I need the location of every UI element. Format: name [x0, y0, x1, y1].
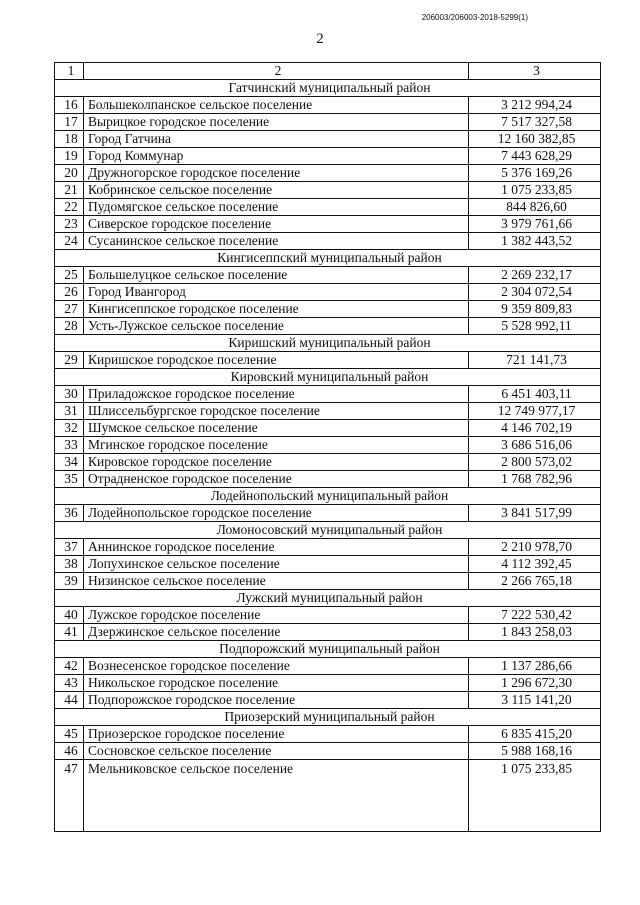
column-header: 3: [469, 63, 601, 80]
settlement-name: Отрадненское городское поселение: [84, 471, 469, 488]
district-row: [55, 522, 601, 539]
settlement-name: Кобринское сельское поселение: [84, 182, 469, 199]
table-row: [55, 301, 601, 318]
settlement-name: Дзержинское сельское поселение: [84, 624, 469, 641]
amount: 2 800 573,02: [469, 454, 601, 471]
table-row: [55, 658, 601, 675]
row-number: 43: [55, 675, 84, 692]
settlement-name: Кингисеппское городское поселение: [84, 301, 469, 318]
row-number: 24: [55, 233, 84, 250]
row-number: 17: [55, 114, 84, 131]
row-number: 36: [55, 505, 84, 522]
row-number: 27: [55, 301, 84, 318]
amount: 1 296 672,30: [469, 675, 601, 692]
settlement-name: Приозерское городское поселение: [84, 726, 469, 743]
settlement-name: Шлиссельбургское городское поселение: [84, 403, 469, 420]
table-row: [55, 760, 601, 832]
amount: 9 359 809,83: [469, 301, 601, 318]
settlement-name: Шумское сельское поселение: [84, 420, 469, 437]
settlement-name: Приладожское городское поселение: [84, 386, 469, 403]
row-number: 39: [55, 573, 84, 590]
row-number: 44: [55, 692, 84, 709]
settlement-name: Кировское городское поселение: [84, 454, 469, 471]
amount: 3 841 517,99: [469, 505, 601, 522]
amount: 1 075 233,85: [469, 182, 601, 199]
table-row: [55, 726, 601, 743]
district-name: Кировский муниципальный район: [55, 369, 601, 386]
settlement-name: Дружногорское городское поселение: [84, 165, 469, 182]
row-number: 34: [55, 454, 84, 471]
district-name: Подпорожский муниципальный район: [55, 641, 601, 658]
row-number: 28: [55, 318, 84, 335]
district-row: [55, 488, 601, 505]
table-row: [55, 420, 601, 437]
table-row: [55, 743, 601, 760]
table-row: [55, 233, 601, 250]
page-number: 2: [316, 31, 324, 47]
table-row: [55, 556, 601, 573]
row-number: 31: [55, 403, 84, 420]
row-number: 29: [55, 352, 84, 369]
table-row: [55, 352, 601, 369]
table-row: [55, 131, 601, 148]
settlement-name: Никольское городское поселение: [84, 675, 469, 692]
allocation-table: [54, 62, 601, 832]
table-row: [55, 624, 601, 641]
amount: 6 451 403,11: [469, 386, 601, 403]
row-number: 22: [55, 199, 84, 216]
settlement-name: Аннинское городское поселение: [84, 539, 469, 556]
table-row: [55, 165, 601, 182]
settlement-name: Подпорожское городское поселение: [84, 692, 469, 709]
district-row: [55, 80, 601, 97]
row-number: 45: [55, 726, 84, 743]
row-number: 23: [55, 216, 84, 233]
settlement-name: Пудомягское сельское поселение: [84, 199, 469, 216]
district-name: Лодейнопольский муниципальный район: [55, 488, 601, 505]
table-row: [55, 114, 601, 131]
table-row: [55, 539, 601, 556]
amount: 844 826,60: [469, 199, 601, 216]
table-row: [55, 454, 601, 471]
table-row: [55, 284, 601, 301]
table-row: [55, 437, 601, 454]
settlement-name: Вознесенское городское поселение: [84, 658, 469, 675]
district-row: [55, 369, 601, 386]
settlement-name: Большеколпанское сельское поселение: [84, 97, 469, 114]
amount: 1 137 286,66: [469, 658, 601, 675]
settlement-name: Город Ивангород: [84, 284, 469, 301]
document-code: 206003/206003-2018-5299(1): [421, 13, 528, 22]
district-name: Гатчинский муниципальный район: [55, 80, 601, 97]
amount: 6 835 415,20: [469, 726, 601, 743]
row-number: 26: [55, 284, 84, 301]
table-row: [55, 573, 601, 590]
table-row: [55, 199, 601, 216]
amount: 5 988 168,16: [469, 743, 601, 760]
settlement-name: Низинское сельское поселение: [84, 573, 469, 590]
district-name: Лужский муниципальный район: [55, 590, 601, 607]
row-number: 16: [55, 97, 84, 114]
district-row: [55, 250, 601, 267]
row-number: 37: [55, 539, 84, 556]
table-row: [55, 182, 601, 199]
settlement-name: Мгинское городское поселение: [84, 437, 469, 454]
amount: 3 212 994,24: [469, 97, 601, 114]
table-row: [55, 97, 601, 114]
amount: 1 382 443,52: [469, 233, 601, 250]
settlement-name: Город Коммунар: [84, 148, 469, 165]
row-number: 42: [55, 658, 84, 675]
amount: 2 269 232,17: [469, 267, 601, 284]
amount: 1 768 782,96: [469, 471, 601, 488]
district-row: [55, 709, 601, 726]
column-header: 1: [55, 63, 84, 80]
row-number: 25: [55, 267, 84, 284]
table-row: [55, 675, 601, 692]
table-row: [55, 505, 601, 522]
settlement-name: Лодейнопольское городское поселение: [84, 505, 469, 522]
row-number: 33: [55, 437, 84, 454]
table-row: [55, 471, 601, 488]
amount: 721 141,73: [469, 352, 601, 369]
district-row: [55, 641, 601, 658]
settlement-name: Мельниковское сельское поселение: [84, 760, 469, 832]
header-row: [55, 63, 601, 80]
amount: 12 749 977,17: [469, 403, 601, 420]
amount: 1 843 258,03: [469, 624, 601, 641]
amount: 3 115 141,20: [469, 692, 601, 709]
amount: 4 112 392,45: [469, 556, 601, 573]
amount: 7 222 530,42: [469, 607, 601, 624]
column-header: 2: [84, 63, 469, 80]
table-row: [55, 216, 601, 233]
table-row: [55, 386, 601, 403]
row-number: 40: [55, 607, 84, 624]
settlement-name: Город Гатчина: [84, 131, 469, 148]
district-name: Ломоносовский муниципальный район: [55, 522, 601, 539]
amount: 3 979 761,66: [469, 216, 601, 233]
table-row: [55, 148, 601, 165]
row-number: 47: [55, 760, 84, 832]
amount: 5 376 169,26: [469, 165, 601, 182]
settlement-name: Сусанинское сельское поселение: [84, 233, 469, 250]
amount: 4 146 702,19: [469, 420, 601, 437]
amount: 3 686 516,06: [469, 437, 601, 454]
amount: 2 304 072,54: [469, 284, 601, 301]
amount: 7 517 327,58: [469, 114, 601, 131]
district-name: Приозерский муниципальный район: [55, 709, 601, 726]
district-name: Кингисеппский муниципальный район: [55, 250, 601, 267]
settlement-name: Лужское городское поселение: [84, 607, 469, 624]
settlement-name: Большелуцкое сельское поселение: [84, 267, 469, 284]
amount: 1 075 233,85: [469, 760, 601, 832]
table-row: [55, 318, 601, 335]
row-number: 21: [55, 182, 84, 199]
district-row: [55, 335, 601, 352]
district-name: Киришский муниципальный район: [55, 335, 601, 352]
row-number: 38: [55, 556, 84, 573]
row-number: 20: [55, 165, 84, 182]
row-number: 18: [55, 131, 84, 148]
row-number: 35: [55, 471, 84, 488]
row-number: 41: [55, 624, 84, 641]
amount: 12 160 382,85: [469, 131, 601, 148]
row-number: 30: [55, 386, 84, 403]
amount: 7 443 628,29: [469, 148, 601, 165]
amount: 2 266 765,18: [469, 573, 601, 590]
amount: 5 528 992,11: [469, 318, 601, 335]
amount: 2 210 978,70: [469, 539, 601, 556]
table-row: [55, 267, 601, 284]
table-row: [55, 403, 601, 420]
table-row: [55, 692, 601, 709]
settlement-name: Лопухинское сельское поселение: [84, 556, 469, 573]
table-row: [55, 607, 601, 624]
settlement-name: Вырицкое городское поселение: [84, 114, 469, 131]
row-number: 46: [55, 743, 84, 760]
settlement-name: Усть-Лужское сельское поселение: [84, 318, 469, 335]
row-number: 19: [55, 148, 84, 165]
settlement-name: Сиверское городское поселение: [84, 216, 469, 233]
settlement-name: Киришское городское поселение: [84, 352, 469, 369]
row-number: 32: [55, 420, 84, 437]
district-row: [55, 590, 601, 607]
settlement-name: Сосновское сельское поселение: [84, 743, 469, 760]
